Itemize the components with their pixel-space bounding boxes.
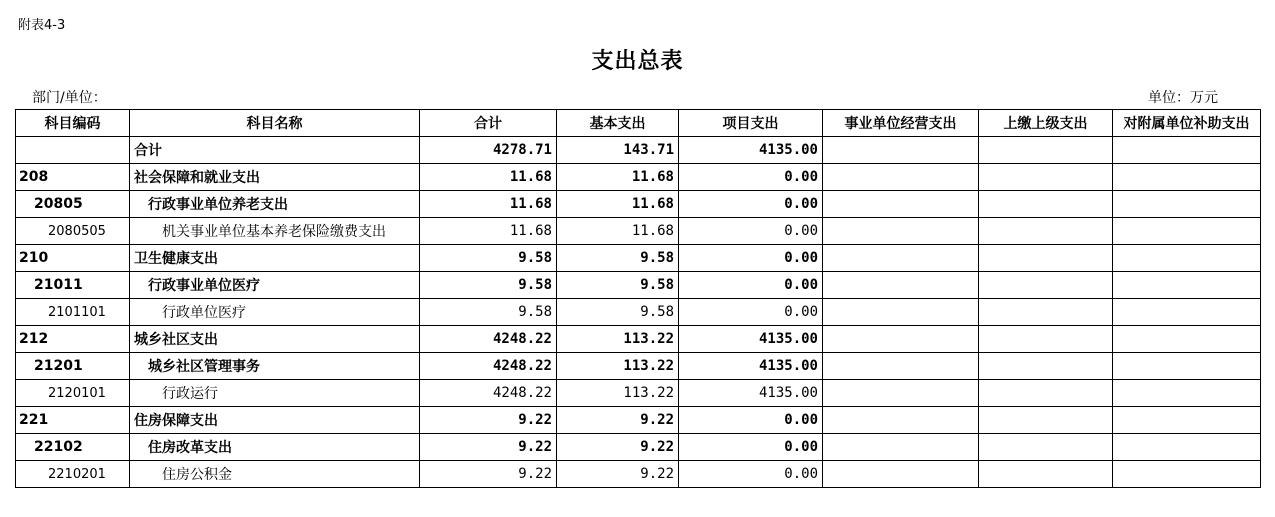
- table-row: [16, 407, 1261, 434]
- cell-project: 4135.00: [679, 380, 823, 407]
- cell-subsidy: [1113, 299, 1261, 326]
- cell-total: 11.68: [420, 191, 557, 218]
- cell-project: 4135.00: [679, 326, 823, 353]
- cell-project: 0.00: [679, 434, 823, 461]
- cell-project: 0.00: [679, 299, 823, 326]
- cell-upper: [979, 191, 1113, 218]
- header-basic: 基本支出: [557, 110, 679, 137]
- cell-name: 城乡社区管理事务: [130, 353, 420, 380]
- header-upper: 上缴上级支出: [979, 110, 1113, 137]
- table-row: [16, 461, 1261, 488]
- header-project: 项目支出: [679, 110, 823, 137]
- table-row: [16, 272, 1261, 299]
- header-subsidy: 对附属单位补助支出: [1113, 110, 1261, 137]
- table-row: [16, 353, 1261, 380]
- cell-subsidy: [1113, 164, 1261, 191]
- table-row: [16, 137, 1261, 164]
- table-row: [16, 434, 1261, 461]
- table-row: [16, 245, 1261, 272]
- department-label: 部门/单位：: [32, 90, 107, 106]
- cell-basic: 113.22: [557, 353, 679, 380]
- cell-basic: 9.58: [557, 272, 679, 299]
- cell-name: 卫生健康支出: [130, 245, 420, 272]
- cell-operation: [823, 461, 979, 488]
- cell-code: 22102: [16, 434, 130, 461]
- cell-name: 住房公积金: [130, 461, 420, 488]
- cell-code: [16, 137, 130, 164]
- cell-upper: [979, 218, 1113, 245]
- cell-name: 行政事业单位医疗: [130, 272, 420, 299]
- cell-operation: [823, 407, 979, 434]
- cell-name: 城乡社区支出: [130, 326, 420, 353]
- cell-name: 合计: [130, 137, 420, 164]
- cell-code: 21011: [16, 272, 130, 299]
- cell-name: 行政事业单位养老支出: [130, 191, 420, 218]
- cell-operation: [823, 164, 979, 191]
- cell-upper: [979, 272, 1113, 299]
- cell-total: 9.58: [420, 272, 557, 299]
- cell-upper: [979, 407, 1113, 434]
- table-row: [16, 164, 1261, 191]
- cell-code: 221: [16, 407, 130, 434]
- cell-upper: [979, 380, 1113, 407]
- cell-total: 4278.71: [420, 137, 557, 164]
- cell-basic: 11.68: [557, 218, 679, 245]
- cell-total: 9.58: [420, 245, 557, 272]
- attachment-label: 附表4-3: [18, 18, 66, 33]
- cell-total: 11.68: [420, 218, 557, 245]
- unit-label: 单位：万元: [1148, 90, 1218, 106]
- cell-upper: [979, 299, 1113, 326]
- cell-name: 机关事业单位基本养老保险缴费支出: [130, 218, 420, 245]
- cell-total: 4248.22: [420, 353, 557, 380]
- cell-total: 4248.22: [420, 326, 557, 353]
- cell-total: 11.68: [420, 164, 557, 191]
- cell-operation: [823, 218, 979, 245]
- cell-operation: [823, 326, 979, 353]
- table-row: [16, 299, 1261, 326]
- cell-code: 2120101: [16, 380, 130, 407]
- cell-basic: 113.22: [557, 380, 679, 407]
- cell-project: 4135.00: [679, 353, 823, 380]
- cell-code: 210: [16, 245, 130, 272]
- cell-subsidy: [1113, 218, 1261, 245]
- cell-subsidy: [1113, 245, 1261, 272]
- cell-subsidy: [1113, 326, 1261, 353]
- cell-total: 9.22: [420, 461, 557, 488]
- cell-subsidy: [1113, 191, 1261, 218]
- cell-project: 0.00: [679, 407, 823, 434]
- cell-subsidy: [1113, 461, 1261, 488]
- cell-project: 0.00: [679, 164, 823, 191]
- header-code: 科目编码: [16, 110, 130, 137]
- cell-project: 0.00: [679, 218, 823, 245]
- cell-basic: 11.68: [557, 164, 679, 191]
- cell-code: 2080505: [16, 218, 130, 245]
- cell-code: 2101101: [16, 299, 130, 326]
- expenditure-table: [15, 109, 1261, 488]
- cell-name: 住房改革支出: [130, 434, 420, 461]
- cell-upper: [979, 461, 1113, 488]
- header-name: 科目名称: [130, 110, 420, 137]
- cell-code: 208: [16, 164, 130, 191]
- cell-total: 9.22: [420, 434, 557, 461]
- table-body: [16, 137, 1261, 488]
- cell-total: 9.58: [420, 299, 557, 326]
- cell-total: 9.22: [420, 407, 557, 434]
- table-row: [16, 191, 1261, 218]
- cell-subsidy: [1113, 137, 1261, 164]
- cell-name: 行政单位医疗: [130, 299, 420, 326]
- cell-basic: 143.71: [557, 137, 679, 164]
- cell-subsidy: [1113, 380, 1261, 407]
- cell-subsidy: [1113, 353, 1261, 380]
- cell-project: 0.00: [679, 191, 823, 218]
- cell-basic: 9.22: [557, 407, 679, 434]
- cell-name: 行政运行: [130, 380, 420, 407]
- table-row: [16, 380, 1261, 407]
- cell-operation: [823, 272, 979, 299]
- cell-name: 社会保障和就业支出: [130, 164, 420, 191]
- cell-operation: [823, 245, 979, 272]
- cell-code: 2210201: [16, 461, 130, 488]
- cell-subsidy: [1113, 272, 1261, 299]
- cell-operation: [823, 137, 979, 164]
- cell-project: 0.00: [679, 245, 823, 272]
- cell-basic: 9.58: [557, 245, 679, 272]
- table-header-row: [16, 110, 1261, 137]
- cell-project: 0.00: [679, 461, 823, 488]
- header-operation: 事业单位经营支出: [823, 110, 979, 137]
- cell-upper: [979, 353, 1113, 380]
- page-title: 支出总表: [591, 49, 684, 74]
- cell-operation: [823, 191, 979, 218]
- cell-basic: 9.22: [557, 434, 679, 461]
- table-row: [16, 218, 1261, 245]
- cell-upper: [979, 137, 1113, 164]
- cell-upper: [979, 245, 1113, 272]
- cell-project: 4135.00: [679, 137, 823, 164]
- cell-upper: [979, 164, 1113, 191]
- cell-subsidy: [1113, 434, 1261, 461]
- cell-basic: 11.68: [557, 191, 679, 218]
- cell-basic: 9.58: [557, 299, 679, 326]
- table-row: [16, 326, 1261, 353]
- cell-basic: 113.22: [557, 326, 679, 353]
- header-total: 合计: [420, 110, 557, 137]
- cell-operation: [823, 434, 979, 461]
- cell-operation: [823, 353, 979, 380]
- cell-code: 212: [16, 326, 130, 353]
- cell-basic: 9.22: [557, 461, 679, 488]
- cell-subsidy: [1113, 407, 1261, 434]
- cell-upper: [979, 326, 1113, 353]
- cell-project: 0.00: [679, 272, 823, 299]
- cell-code: 20805: [16, 191, 130, 218]
- cell-upper: [979, 434, 1113, 461]
- cell-name: 住房保障支出: [130, 407, 420, 434]
- cell-operation: [823, 380, 979, 407]
- cell-operation: [823, 299, 979, 326]
- cell-total: 4248.22: [420, 380, 557, 407]
- cell-code: 21201: [16, 353, 130, 380]
